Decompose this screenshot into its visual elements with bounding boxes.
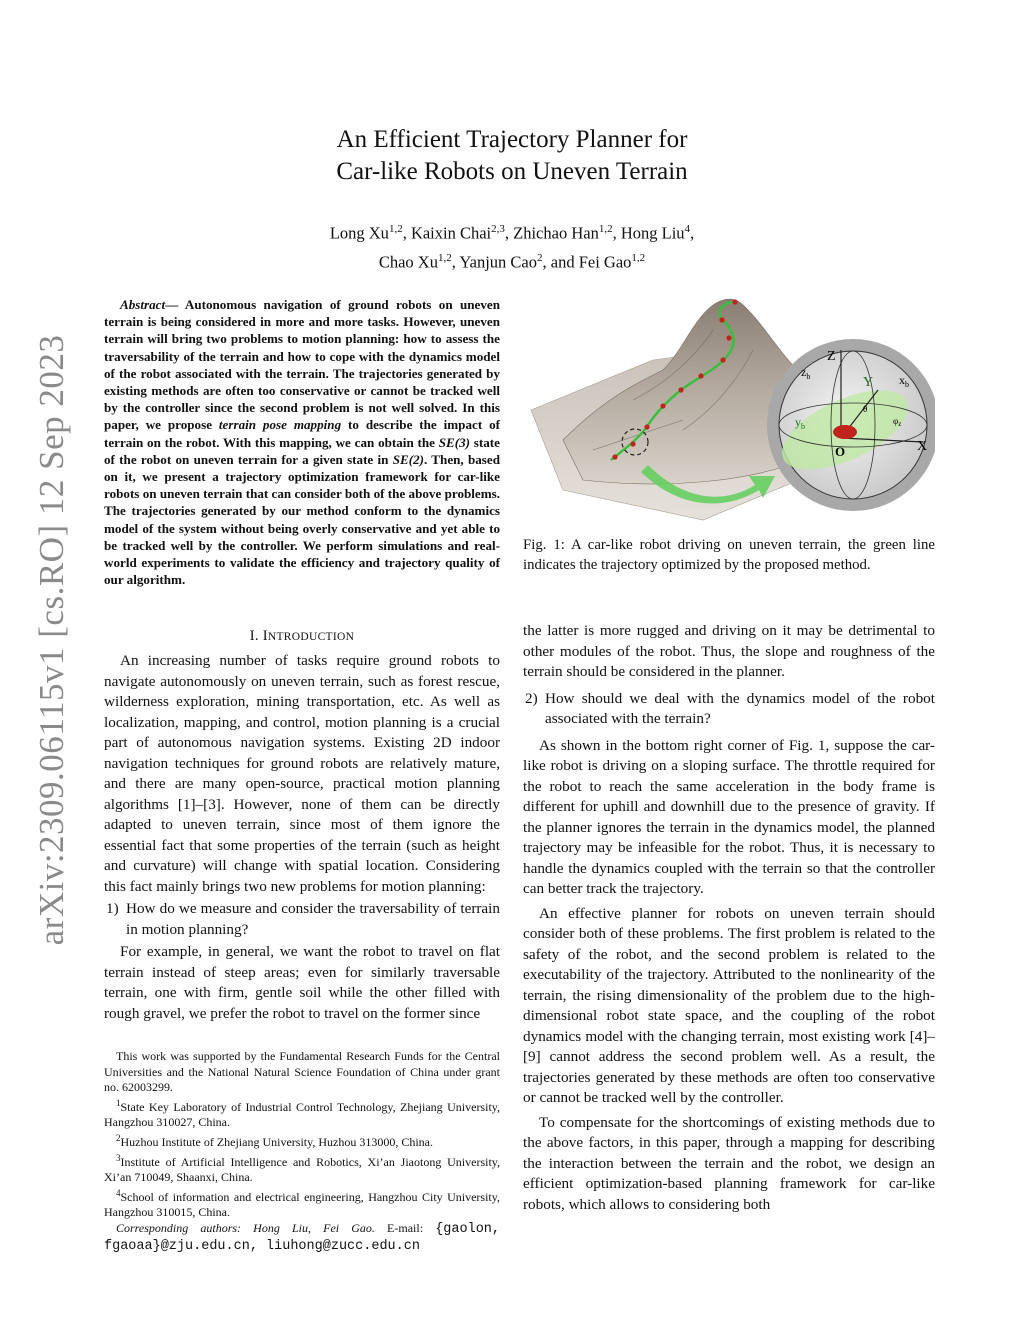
paragraph: As shown in the bottom right corner of Fig. 1, suppose the car-like robot is driving on a sloping surface. The throttle required for the robot to reach the same acceleration in the body frame is different for uphill and downhill due to the presence of gravity. If the planner ignores the terrain in the dynamics model, the planned trajectory may be infeasible for the robot. Thus, it is necessary to handle the dynamics coupled with the terrain so that the controller can better track the trajectory. <box>523 736 935 897</box>
label-O: O <box>835 444 846 459</box>
arxiv-sidebar <box>28 335 76 945</box>
email-label: E-mail: <box>374 1220 436 1235</box>
author-separator: , <box>451 252 460 271</box>
author-name: Zhichao Han <box>513 223 599 243</box>
section-heading-introduction <box>104 626 500 648</box>
paragraph: For example, in general, we want the robot to travel on flat terrain instead of steep areas; even for similarly traversable terrain, one with firm, gentle soil while the other filled with rough gravel, we prefer the robot to travel on the former since <box>104 943 500 1022</box>
math-se2: SE(2) <box>392 451 424 467</box>
footnote-affiliation <box>104 1151 500 1186</box>
label-yb: $y_b$ <box>795 415 805 431</box>
author-affiliation-sup: 1,2 <box>631 251 646 264</box>
title-line-1: An Efficient Trajectory Planner for <box>336 126 688 153</box>
author-name: Yanjun Cao <box>459 252 537 271</box>
label-Y: Y <box>863 375 874 390</box>
author-separator: , <box>612 223 621 243</box>
label-X: X <box>917 439 928 454</box>
section-title-rest: NTRODUCTION <box>267 631 355 643</box>
section-number: I. <box>249 628 263 644</box>
author-list <box>0 217 1024 274</box>
item-text: How should we deal with the dynamics model of the robot associated with the terrain? <box>545 689 935 727</box>
robot-body <box>833 425 857 439</box>
paragraph: An increasing number of tasks require ground robots to navigate autonomously on uneven terrain, such as forest rescue, wilderness exploration, mining transportation, etc. As well as localization, mapping, and control, motion planning is a crucial part of autonomous navigation systems. Existing 2D indoor navigation techniques for ground robots are relatively mature, and there are many open-source, practical motion planning algorithms [1]–[3]. However, none of them can be directly adapted to uneven terrain, since most of them ignore the essential fact that some properties of the terrain (such as height and curvature) will change with spatial location. Considering this fact mainly brings two new problems for motion planning: <box>104 652 500 895</box>
abstract-text: to describe the impact of terrain on the robot. With this mapping, we can obtain the <box>104 417 500 450</box>
author-affiliation-sup: 1,2 <box>598 223 613 235</box>
footnote-sup: 3 <box>116 1152 121 1163</box>
item-number: 2) <box>525 689 538 707</box>
abstract-dash: — <box>165 297 185 312</box>
abstract-label: Abstract <box>120 297 166 312</box>
author-name: Long Xu <box>329 223 389 243</box>
footnotes <box>104 1049 500 1254</box>
arxiv-identifier: arXiv:2309.06115v1 [cs.RO] 12 Sep 2023 <box>32 334 71 946</box>
author-separator: , and <box>542 252 579 271</box>
author-name: Chao Xu <box>378 252 438 271</box>
author-line-1 <box>0 217 1024 246</box>
footnote-sup: 1 <box>116 1097 121 1108</box>
author-affiliation-sup: 2 <box>537 251 543 264</box>
footnote-text: State Key Laboratory of Industrial Control Technology, Zhejiang University, Hangzhou 310027, China. <box>104 1099 500 1130</box>
author-separator: , <box>504 223 514 243</box>
author-name: Kaixin Chai <box>410 223 492 243</box>
abstract-text: . Then, based on it, we present a trajectory optimization framework for car-like robots on uneven terrain that can consider both of the above problems. The trajectories generated by our method conform to the dynamics model of the system without being overly conservative and yet able to be tracked well by the controller. We perform simulations and real-world experiments to validate the efficiency and trajectory quality of our algorithm. <box>104 451 500 588</box>
footnote-sup: 2 <box>116 1132 121 1143</box>
footnote-text: Institute of Artificial Intelligence and Robotics, Xi’an Jiaotong University, Xi’an 710049, Shaanxi, China. <box>104 1154 500 1185</box>
label-xb: $x_b$ <box>899 373 909 389</box>
footnote-corresponding <box>104 1221 500 1254</box>
right-column-body <box>523 621 935 1215</box>
label-phi: $\varphi_z$ <box>893 416 902 428</box>
label-Z: Z <box>827 349 836 364</box>
corresponding-authors: Corresponding authors: Hong Liu, Fei Gao. <box>116 1220 375 1235</box>
author-separator: , <box>690 223 695 243</box>
author-line-2 <box>0 246 1024 275</box>
figure-1 <box>523 290 935 530</box>
section-title-initial: I <box>262 628 268 644</box>
paragraph: An effective planner for robots on uneven terrain should consider both of these problems. The first problem is related to the safety of the robot, and the second problem is related to the executability of the trajectory. Attributed to the nonlinearity of the terrain, the rising dimensionality of the problem due to the high-dimensional robot state space, and the coupling of the robot dynamics model with the changing terrain, most existing work [4]–[9] cannot address the second problem well. As a result, the trajectories generated by these methods are often too conservative or cannot be tracked well by the controller. <box>523 904 935 1106</box>
numbered-item <box>104 899 500 940</box>
abstract-text: state of the robot on uneven terrain for a given state in <box>104 434 500 467</box>
figure-1-caption: Fig. 1: A car-like robot driving on uneven terrain, the green line indicates the trajectory optimized by the proposed method. <box>523 537 935 573</box>
numbered-item <box>523 689 935 730</box>
terrain-figure-svg <box>523 290 935 530</box>
author-affiliation-sup: 2,3 <box>491 223 505 235</box>
abstract-text: Autonomous navigation of ground robots on uneven terrain is being considered in more and more tasks. However, uneven terrain will bring two problems to motion planning: how to assess the traversability of the terrain and how to cope with the dynamics model of the robot associated with the terrain. The trajectories generated by existing methods are often too conservative or cannot be tracked well by the controller since the second problem is not well solved. In this paper, we propose <box>104 297 500 433</box>
item-text: How do we measure and consider the traversability of terrain in motion planning? <box>126 900 500 938</box>
footnote-text: School of information and electrical engineering, Hangzhou City University, Hangzhou 310015, China. <box>104 1189 500 1220</box>
footnote-affiliation <box>104 1186 500 1221</box>
footnote-text: Huzhou Institute of Zhejiang University, Huzhou 313000, China. <box>120 1134 434 1149</box>
introduction-body <box>104 651 500 1024</box>
footnote-sup: 4 <box>116 1187 121 1198</box>
author-name: Hong Liu <box>620 223 685 243</box>
footnote-affiliation <box>104 1096 500 1131</box>
label-theta: θ <box>863 404 868 414</box>
footnote-funding: This work was supported by the Fundamental Research Funds for the Central Universities and the National Natural Science Foundation of China under grant no. 62003299. <box>104 1049 500 1095</box>
author-affiliation-sup: 4 <box>684 223 691 235</box>
author-affiliation-sup: 1,2 <box>437 251 452 264</box>
title-line-2: Car-like Robots on Uneven Terrain <box>336 158 688 185</box>
email-addresses: {gaolon, fgaoaa}@zju.edu.cn, liuhong@zucc.edu.cn <box>104 1221 500 1254</box>
author-separator: , <box>402 223 411 243</box>
author-name: Fei Gao <box>578 252 632 271</box>
abstract-emphasis: terrain pose mapping <box>218 417 342 433</box>
paragraph: To compensate for the shortcomings of existing methods due to the above factors, in this paper, through a mapping for describing the interaction between the terrain and the robot, we design an efficient optimization-based planning framework for car-like robots, which allows to considering both <box>523 1113 935 1213</box>
abstract <box>104 296 500 588</box>
label-zb: $z_b$ <box>801 365 811 381</box>
author-affiliation-sup: 1,2 <box>388 223 403 235</box>
item-number: 1) <box>106 900 119 917</box>
paper-title <box>0 124 1024 188</box>
paragraph: the latter is more rugged and driving on it may be detrimental to other modules of the robot. Thus, the slope and roughness of the terrain should be considered in the planner. <box>523 622 935 680</box>
math-se3: SE(3) <box>438 434 471 450</box>
footnote-affiliation <box>104 1131 500 1151</box>
